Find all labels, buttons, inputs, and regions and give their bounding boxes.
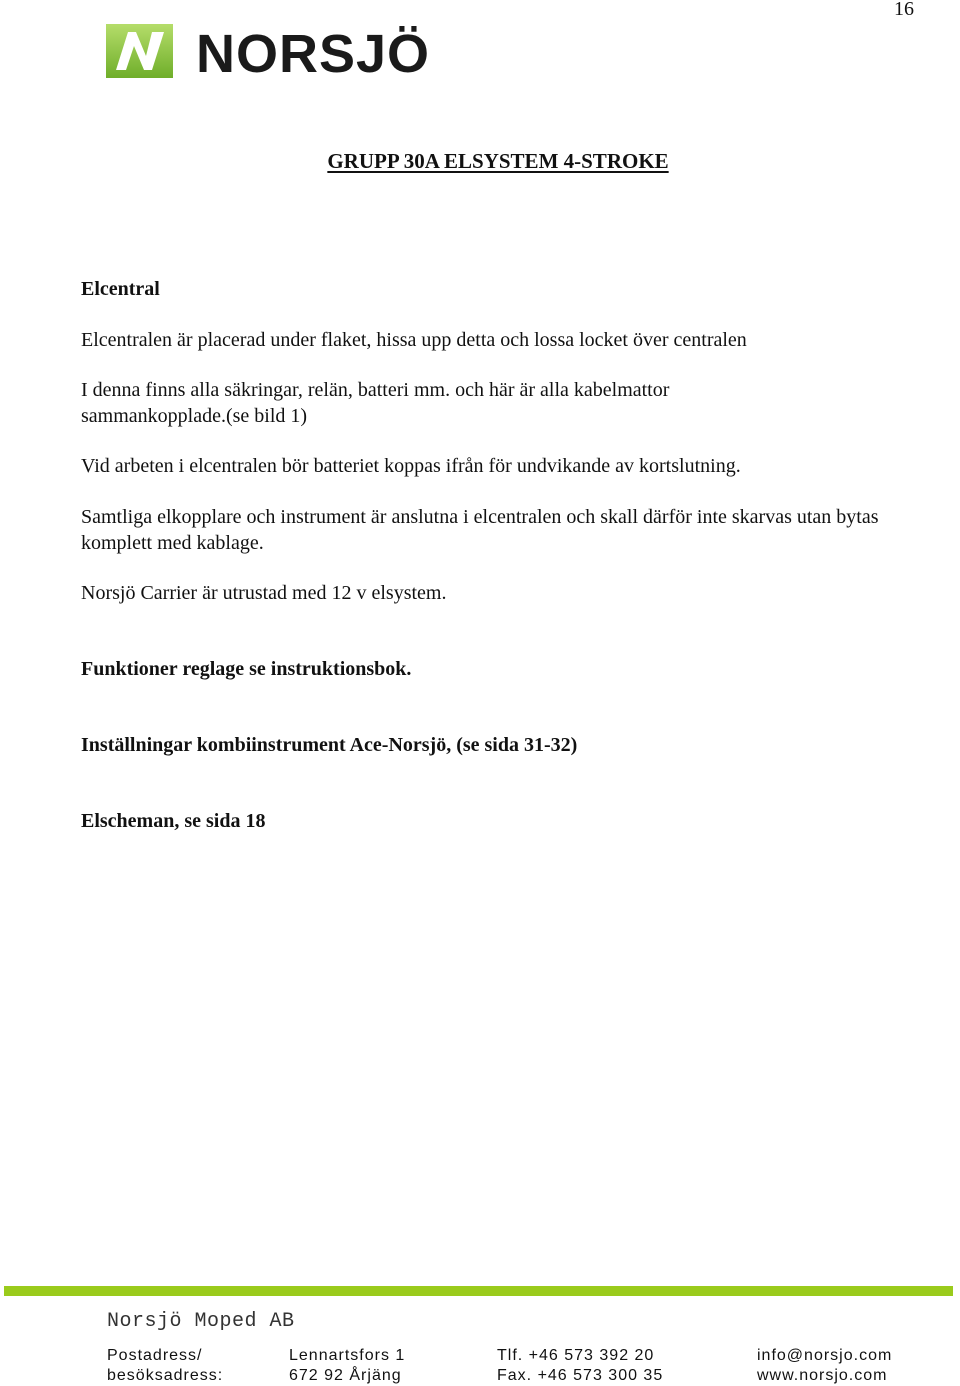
footer-contact xyxy=(757,1346,892,1386)
note-instrument-settings: Inställningar kombiinstrument Ace-Norsjö, (se sida 31-32) xyxy=(81,734,578,756)
page-number: 16 xyxy=(894,0,914,20)
paragraph-contents: I denna finns alla säkringar, relän, batteri mm. och här är alla kabelmattor sammankopplade.(se bild 1) xyxy=(81,379,670,427)
footer-address xyxy=(289,1346,405,1386)
norsjo-logo xyxy=(106,14,448,80)
footer-postal-code: 672 92 Årjäng xyxy=(289,1367,402,1384)
paragraph-battery-warning: Vid arbeten i elcentralen bör batteriet koppas ifrån för undvikande av kortslutning. xyxy=(81,455,741,477)
footer-postal-label: Postadress/ xyxy=(107,1347,203,1364)
footer-visit-label: besöksadress: xyxy=(107,1367,224,1384)
footer-phone-fax xyxy=(497,1346,663,1386)
footer-company-name: Norsjö Moped AB xyxy=(107,1310,295,1333)
note-wiring-diagrams: Elscheman, se sida 18 xyxy=(81,810,266,832)
logo-wordmark: NORSJÖ xyxy=(196,24,431,80)
document-title: GRUPP 30A ELSYSTEM 4-STROKE xyxy=(327,149,669,173)
footer-address-labels xyxy=(107,1346,223,1386)
paragraph-switches: Samtliga elkopplare och instrument är anslutna i elcentralen och skall därför inte skarvas utan bytas komplett med kablage. xyxy=(81,506,879,554)
footer-email[interactable]: info@norsjo.com xyxy=(757,1347,893,1364)
paragraph-placement: Elcentralen är placerad under flaket, hissa upp detta och lossa locket över centralen xyxy=(81,329,747,351)
paragraph-voltage: Norsjö Carrier är utrustad med 12 v elsystem. xyxy=(81,582,447,604)
footer-street: Lennartsfors 1 xyxy=(289,1347,406,1364)
note-functions: Funktioner reglage se instruktionsbok. xyxy=(81,658,412,680)
footer-phone: Tlf. +46 573 392 20 xyxy=(497,1347,655,1364)
footer-website[interactable]: www.norsjo.com xyxy=(757,1367,888,1384)
section-heading: Elcentral xyxy=(81,278,160,300)
footer-divider-bar xyxy=(4,1286,953,1296)
footer-fax: Fax. +46 573 300 35 xyxy=(497,1367,664,1384)
